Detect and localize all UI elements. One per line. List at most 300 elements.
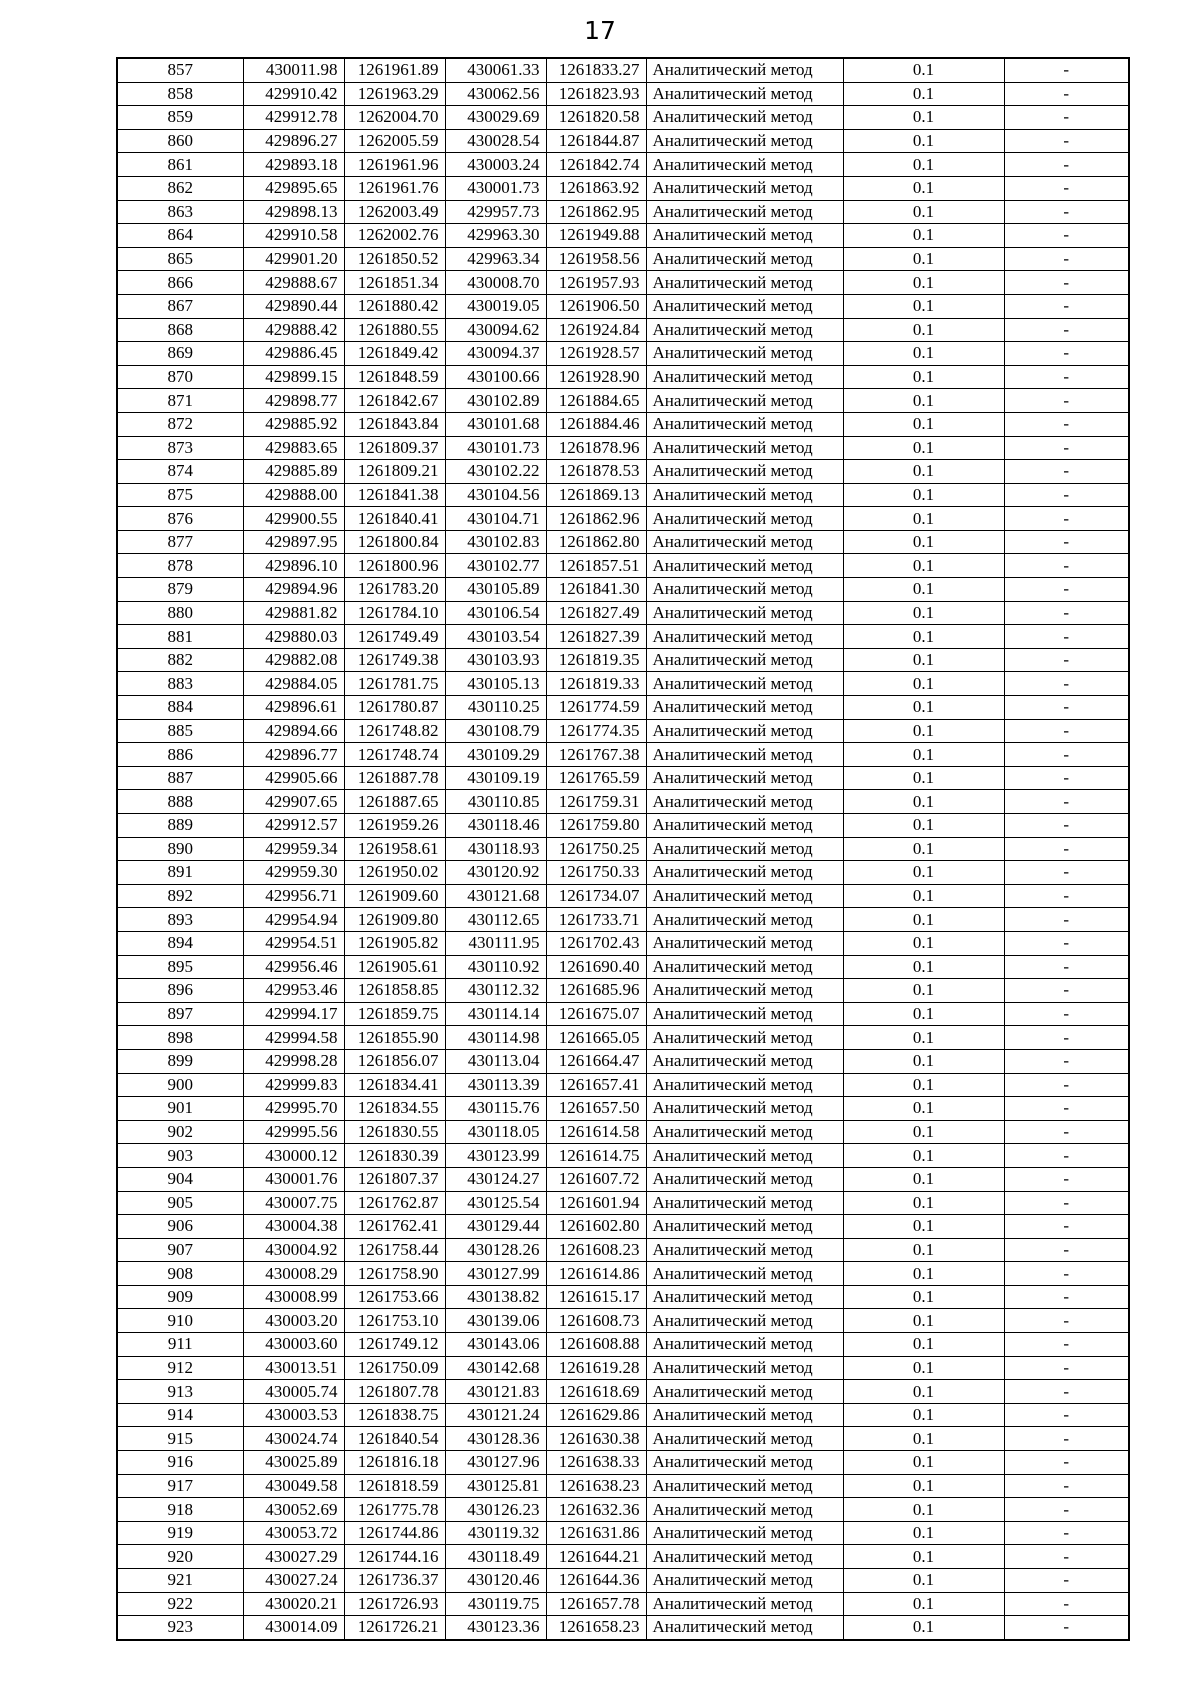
table-row xyxy=(117,1403,1129,1427)
table-row xyxy=(117,1309,1129,1333)
note-cell: - xyxy=(1004,578,1129,602)
accuracy-cell: 0.1 xyxy=(843,1144,1004,1168)
table-row xyxy=(117,648,1129,672)
note-cell: - xyxy=(1004,1049,1129,1073)
method-cell: Аналитический метод xyxy=(646,460,843,484)
y1-cell: 1261887.65 xyxy=(344,790,445,814)
x1-cell: 429888.67 xyxy=(243,271,344,295)
x2-cell: 430128.26 xyxy=(445,1238,546,1262)
y2-cell: 1261750.25 xyxy=(546,837,646,861)
x1-cell: 429880.03 xyxy=(243,625,344,649)
x2-cell: 430111.95 xyxy=(445,931,546,955)
accuracy-cell: 0.1 xyxy=(843,224,1004,248)
x2-cell: 430105.13 xyxy=(445,672,546,696)
note-cell: - xyxy=(1004,1403,1129,1427)
point-number-cell: 861 xyxy=(117,153,243,177)
x2-cell: 430061.33 xyxy=(445,58,546,82)
y1-cell: 1261959.26 xyxy=(344,814,445,838)
method-cell: Аналитический метод xyxy=(646,1356,843,1380)
x2-cell: 430118.46 xyxy=(445,814,546,838)
x1-cell: 429882.08 xyxy=(243,648,344,672)
point-number-cell: 857 xyxy=(117,58,243,82)
method-cell: Аналитический метод xyxy=(646,436,843,460)
x2-cell: 430129.44 xyxy=(445,1215,546,1239)
table-row xyxy=(117,1498,1129,1522)
method-cell: Аналитический метод xyxy=(646,247,843,271)
method-cell: Аналитический метод xyxy=(646,58,843,82)
y1-cell: 1261961.89 xyxy=(344,58,445,82)
x1-cell: 429995.56 xyxy=(243,1120,344,1144)
note-cell: - xyxy=(1004,294,1129,318)
x2-cell: 430113.04 xyxy=(445,1049,546,1073)
accuracy-cell: 0.1 xyxy=(843,412,1004,436)
y2-cell: 1261949.88 xyxy=(546,224,646,248)
accuracy-cell: 0.1 xyxy=(843,1167,1004,1191)
x2-cell: 429963.34 xyxy=(445,247,546,271)
x1-cell: 429907.65 xyxy=(243,790,344,814)
table-row xyxy=(117,1451,1129,1475)
y1-cell: 1262002.76 xyxy=(344,224,445,248)
table-row xyxy=(117,224,1129,248)
accuracy-cell: 0.1 xyxy=(843,601,1004,625)
table-row xyxy=(117,1427,1129,1451)
x2-cell: 430121.83 xyxy=(445,1380,546,1404)
method-cell: Аналитический метод xyxy=(646,554,843,578)
y1-cell: 1261830.39 xyxy=(344,1144,445,1168)
x2-cell: 430104.56 xyxy=(445,483,546,507)
x2-cell: 430112.65 xyxy=(445,908,546,932)
table-row xyxy=(117,1569,1129,1593)
point-number-cell: 914 xyxy=(117,1403,243,1427)
x2-cell: 430123.99 xyxy=(445,1144,546,1168)
page-number: 17 xyxy=(584,16,616,45)
x1-cell: 429881.82 xyxy=(243,601,344,625)
note-cell: - xyxy=(1004,389,1129,413)
method-cell: Аналитический метод xyxy=(646,1215,843,1239)
accuracy-cell: 0.1 xyxy=(843,106,1004,130)
point-number-cell: 892 xyxy=(117,884,243,908)
x1-cell: 429900.55 xyxy=(243,507,344,531)
y2-cell: 1261819.33 xyxy=(546,672,646,696)
x1-cell: 429910.42 xyxy=(243,82,344,106)
method-cell: Аналитический метод xyxy=(646,955,843,979)
x2-cell: 430103.54 xyxy=(445,625,546,649)
x2-cell: 430019.05 xyxy=(445,294,546,318)
y1-cell: 1261961.96 xyxy=(344,153,445,177)
accuracy-cell: 0.1 xyxy=(843,1309,1004,1333)
y1-cell: 1261840.54 xyxy=(344,1427,445,1451)
y2-cell: 1261631.86 xyxy=(546,1521,646,1545)
table-row xyxy=(117,1285,1129,1309)
x1-cell: 429883.65 xyxy=(243,436,344,460)
point-number-cell: 887 xyxy=(117,766,243,790)
x2-cell: 430121.24 xyxy=(445,1403,546,1427)
table-row xyxy=(117,318,1129,342)
point-number-cell: 901 xyxy=(117,1097,243,1121)
accuracy-cell: 0.1 xyxy=(843,1545,1004,1569)
x1-cell: 429912.57 xyxy=(243,814,344,838)
y1-cell: 1261784.10 xyxy=(344,601,445,625)
note-cell: - xyxy=(1004,648,1129,672)
y1-cell: 1261748.82 xyxy=(344,719,445,743)
method-cell: Аналитический метод xyxy=(646,1002,843,1026)
table-row xyxy=(117,1215,1129,1239)
x2-cell: 430101.73 xyxy=(445,436,546,460)
method-cell: Аналитический метод xyxy=(646,1474,843,1498)
x2-cell: 430128.36 xyxy=(445,1427,546,1451)
note-cell: - xyxy=(1004,224,1129,248)
accuracy-cell: 0.1 xyxy=(843,955,1004,979)
method-cell: Аналитический метод xyxy=(646,1262,843,1286)
y2-cell: 1261614.58 xyxy=(546,1120,646,1144)
method-cell: Аналитический метод xyxy=(646,908,843,932)
note-cell: - xyxy=(1004,1333,1129,1357)
note-cell: - xyxy=(1004,1002,1129,1026)
x1-cell: 430004.38 xyxy=(243,1215,344,1239)
y2-cell: 1261841.30 xyxy=(546,578,646,602)
x1-cell: 429896.27 xyxy=(243,129,344,153)
y1-cell: 1261830.55 xyxy=(344,1120,445,1144)
y1-cell: 1261726.93 xyxy=(344,1592,445,1616)
note-cell: - xyxy=(1004,365,1129,389)
y2-cell: 1261765.59 xyxy=(546,766,646,790)
point-number-cell: 904 xyxy=(117,1167,243,1191)
table-row xyxy=(117,1545,1129,1569)
accuracy-cell: 0.1 xyxy=(843,884,1004,908)
table-row xyxy=(117,200,1129,224)
point-number-cell: 886 xyxy=(117,743,243,767)
x2-cell: 430001.73 xyxy=(445,176,546,200)
note-cell: - xyxy=(1004,271,1129,295)
table-row xyxy=(117,1144,1129,1168)
y2-cell: 1261833.27 xyxy=(546,58,646,82)
y2-cell: 1261878.53 xyxy=(546,460,646,484)
table-row xyxy=(117,1262,1129,1286)
x1-cell: 430008.99 xyxy=(243,1285,344,1309)
x1-cell: 430049.58 xyxy=(243,1474,344,1498)
point-number-cell: 870 xyxy=(117,365,243,389)
note-cell: - xyxy=(1004,719,1129,743)
x1-cell: 429994.17 xyxy=(243,1002,344,1026)
table-row xyxy=(117,1616,1129,1640)
point-number-cell: 891 xyxy=(117,861,243,885)
method-cell: Аналитический метод xyxy=(646,1569,843,1593)
point-number-cell: 916 xyxy=(117,1451,243,1475)
x2-cell: 430123.36 xyxy=(445,1616,546,1640)
y1-cell: 1261818.59 xyxy=(344,1474,445,1498)
note-cell: - xyxy=(1004,814,1129,838)
x2-cell: 430121.68 xyxy=(445,884,546,908)
y2-cell: 1261774.59 xyxy=(546,696,646,720)
y2-cell: 1261644.21 xyxy=(546,1545,646,1569)
note-cell: - xyxy=(1004,837,1129,861)
y2-cell: 1261675.07 xyxy=(546,1002,646,1026)
y1-cell: 1261840.41 xyxy=(344,507,445,531)
y2-cell: 1261957.93 xyxy=(546,271,646,295)
accuracy-cell: 0.1 xyxy=(843,1474,1004,1498)
y2-cell: 1261774.35 xyxy=(546,719,646,743)
x2-cell: 430125.81 xyxy=(445,1474,546,1498)
table-row xyxy=(117,861,1129,885)
accuracy-cell: 0.1 xyxy=(843,1616,1004,1640)
y1-cell: 1261841.38 xyxy=(344,483,445,507)
y2-cell: 1261618.69 xyxy=(546,1380,646,1404)
point-number-cell: 890 xyxy=(117,837,243,861)
x1-cell: 429896.10 xyxy=(243,554,344,578)
y2-cell: 1261842.74 xyxy=(546,153,646,177)
y1-cell: 1261749.49 xyxy=(344,625,445,649)
x1-cell: 430052.69 xyxy=(243,1498,344,1522)
accuracy-cell: 0.1 xyxy=(843,861,1004,885)
y2-cell: 1261750.33 xyxy=(546,861,646,885)
y2-cell: 1261601.94 xyxy=(546,1191,646,1215)
x2-cell: 430126.23 xyxy=(445,1498,546,1522)
y2-cell: 1261614.86 xyxy=(546,1262,646,1286)
x1-cell: 429959.34 xyxy=(243,837,344,861)
x2-cell: 430142.68 xyxy=(445,1356,546,1380)
accuracy-cell: 0.1 xyxy=(843,1521,1004,1545)
x1-cell: 429994.58 xyxy=(243,1026,344,1050)
x1-cell: 430053.72 xyxy=(243,1521,344,1545)
x2-cell: 430138.82 xyxy=(445,1285,546,1309)
table-row xyxy=(117,625,1129,649)
x2-cell: 430029.69 xyxy=(445,106,546,130)
y2-cell: 1261608.88 xyxy=(546,1333,646,1357)
x2-cell: 430102.83 xyxy=(445,530,546,554)
y1-cell: 1261800.84 xyxy=(344,530,445,554)
x2-cell: 430112.32 xyxy=(445,979,546,1003)
note-cell: - xyxy=(1004,554,1129,578)
point-number-cell: 858 xyxy=(117,82,243,106)
table-row xyxy=(117,814,1129,838)
note-cell: - xyxy=(1004,106,1129,130)
note-cell: - xyxy=(1004,1144,1129,1168)
table-row xyxy=(117,884,1129,908)
y2-cell: 1261619.28 xyxy=(546,1356,646,1380)
note-cell: - xyxy=(1004,1451,1129,1475)
point-number-cell: 860 xyxy=(117,129,243,153)
y2-cell: 1261664.47 xyxy=(546,1049,646,1073)
point-number-cell: 879 xyxy=(117,578,243,602)
method-cell: Аналитический метод xyxy=(646,743,843,767)
accuracy-cell: 0.1 xyxy=(843,1380,1004,1404)
point-number-cell: 913 xyxy=(117,1380,243,1404)
accuracy-cell: 0.1 xyxy=(843,1049,1004,1073)
y2-cell: 1261819.35 xyxy=(546,648,646,672)
y1-cell: 1261887.78 xyxy=(344,766,445,790)
note-cell: - xyxy=(1004,318,1129,342)
y2-cell: 1261878.96 xyxy=(546,436,646,460)
y1-cell: 1261762.41 xyxy=(344,1215,445,1239)
note-cell: - xyxy=(1004,979,1129,1003)
method-cell: Аналитический метод xyxy=(646,1403,843,1427)
table-row xyxy=(117,672,1129,696)
y1-cell: 1261775.78 xyxy=(344,1498,445,1522)
y2-cell: 1261857.51 xyxy=(546,554,646,578)
method-cell: Аналитический метод xyxy=(646,979,843,1003)
table-row xyxy=(117,247,1129,271)
table-row xyxy=(117,837,1129,861)
x2-cell: 430109.29 xyxy=(445,743,546,767)
table-row xyxy=(117,1049,1129,1073)
x1-cell: 429893.18 xyxy=(243,153,344,177)
accuracy-cell: 0.1 xyxy=(843,696,1004,720)
y1-cell: 1261758.44 xyxy=(344,1238,445,1262)
y1-cell: 1261749.12 xyxy=(344,1333,445,1357)
x1-cell: 429959.30 xyxy=(243,861,344,885)
y2-cell: 1261862.95 xyxy=(546,200,646,224)
x1-cell: 430000.12 xyxy=(243,1144,344,1168)
x2-cell: 430127.99 xyxy=(445,1262,546,1286)
x2-cell: 430118.49 xyxy=(445,1545,546,1569)
note-cell: - xyxy=(1004,1498,1129,1522)
y2-cell: 1261759.80 xyxy=(546,814,646,838)
method-cell: Аналитический метод xyxy=(646,200,843,224)
x2-cell: 429963.30 xyxy=(445,224,546,248)
accuracy-cell: 0.1 xyxy=(843,1569,1004,1593)
method-cell: Аналитический метод xyxy=(646,1238,843,1262)
method-cell: Аналитический метод xyxy=(646,507,843,531)
y2-cell: 1261665.05 xyxy=(546,1026,646,1050)
y1-cell: 1261880.55 xyxy=(344,318,445,342)
x2-cell: 430094.62 xyxy=(445,318,546,342)
x2-cell: 430120.92 xyxy=(445,861,546,885)
table-row xyxy=(117,412,1129,436)
x2-cell: 430124.27 xyxy=(445,1167,546,1191)
note-cell: - xyxy=(1004,58,1129,82)
point-number-cell: 882 xyxy=(117,648,243,672)
x2-cell: 430102.89 xyxy=(445,389,546,413)
point-number-cell: 876 xyxy=(117,507,243,531)
x2-cell: 430062.56 xyxy=(445,82,546,106)
y1-cell: 1261748.74 xyxy=(344,743,445,767)
accuracy-cell: 0.1 xyxy=(843,837,1004,861)
x1-cell: 429894.96 xyxy=(243,578,344,602)
accuracy-cell: 0.1 xyxy=(843,507,1004,531)
method-cell: Аналитический метод xyxy=(646,1285,843,1309)
accuracy-cell: 0.1 xyxy=(843,176,1004,200)
y1-cell: 1261800.96 xyxy=(344,554,445,578)
accuracy-cell: 0.1 xyxy=(843,625,1004,649)
y2-cell: 1261615.17 xyxy=(546,1285,646,1309)
x2-cell: 430103.93 xyxy=(445,648,546,672)
x1-cell: 429956.46 xyxy=(243,955,344,979)
method-cell: Аналитический метод xyxy=(646,696,843,720)
x1-cell: 430003.20 xyxy=(243,1309,344,1333)
point-number-cell: 922 xyxy=(117,1592,243,1616)
table-row xyxy=(117,1238,1129,1262)
note-cell: - xyxy=(1004,884,1129,908)
y1-cell: 1262004.70 xyxy=(344,106,445,130)
note-cell: - xyxy=(1004,861,1129,885)
x1-cell: 429905.66 xyxy=(243,766,344,790)
y2-cell: 1261630.38 xyxy=(546,1427,646,1451)
note-cell: - xyxy=(1004,672,1129,696)
accuracy-cell: 0.1 xyxy=(843,1073,1004,1097)
y2-cell: 1261734.07 xyxy=(546,884,646,908)
note-cell: - xyxy=(1004,1521,1129,1545)
y1-cell: 1262003.49 xyxy=(344,200,445,224)
point-number-cell: 906 xyxy=(117,1215,243,1239)
x2-cell: 430113.39 xyxy=(445,1073,546,1097)
table-row xyxy=(117,1120,1129,1144)
y2-cell: 1261906.50 xyxy=(546,294,646,318)
table-row xyxy=(117,1474,1129,1498)
table-row xyxy=(117,719,1129,743)
method-cell: Аналитический метод xyxy=(646,766,843,790)
point-number-cell: 905 xyxy=(117,1191,243,1215)
note-cell: - xyxy=(1004,176,1129,200)
point-number-cell: 911 xyxy=(117,1333,243,1357)
accuracy-cell: 0.1 xyxy=(843,483,1004,507)
x2-cell: 430119.75 xyxy=(445,1592,546,1616)
point-number-cell: 885 xyxy=(117,719,243,743)
point-number-cell: 863 xyxy=(117,200,243,224)
y1-cell: 1261762.87 xyxy=(344,1191,445,1215)
accuracy-cell: 0.1 xyxy=(843,648,1004,672)
method-cell: Аналитический метод xyxy=(646,672,843,696)
note-cell: - xyxy=(1004,1285,1129,1309)
point-number-cell: 881 xyxy=(117,625,243,649)
x1-cell: 430003.60 xyxy=(243,1333,344,1357)
point-number-cell: 910 xyxy=(117,1309,243,1333)
accuracy-cell: 0.1 xyxy=(843,247,1004,271)
x2-cell: 430102.22 xyxy=(445,460,546,484)
y2-cell: 1261608.73 xyxy=(546,1309,646,1333)
y2-cell: 1261869.13 xyxy=(546,483,646,507)
note-cell: - xyxy=(1004,1191,1129,1215)
method-cell: Аналитический метод xyxy=(646,318,843,342)
method-cell: Аналитический метод xyxy=(646,790,843,814)
y1-cell: 1261961.76 xyxy=(344,176,445,200)
y1-cell: 1261848.59 xyxy=(344,365,445,389)
y2-cell: 1261924.84 xyxy=(546,318,646,342)
note-cell: - xyxy=(1004,1474,1129,1498)
y2-cell: 1261844.87 xyxy=(546,129,646,153)
method-cell: Аналитический метод xyxy=(646,1451,843,1475)
y1-cell: 1261750.09 xyxy=(344,1356,445,1380)
x1-cell: 430007.75 xyxy=(243,1191,344,1215)
y1-cell: 1261855.90 xyxy=(344,1026,445,1050)
accuracy-cell: 0.1 xyxy=(843,153,1004,177)
x1-cell: 429954.51 xyxy=(243,931,344,955)
y1-cell: 1261880.42 xyxy=(344,294,445,318)
note-cell: - xyxy=(1004,200,1129,224)
x1-cell: 430027.29 xyxy=(243,1545,344,1569)
point-number-cell: 896 xyxy=(117,979,243,1003)
y1-cell: 1261753.66 xyxy=(344,1285,445,1309)
y2-cell: 1261608.23 xyxy=(546,1238,646,1262)
point-number-cell: 888 xyxy=(117,790,243,814)
note-cell: - xyxy=(1004,955,1129,979)
point-number-cell: 875 xyxy=(117,483,243,507)
method-cell: Аналитический метод xyxy=(646,719,843,743)
accuracy-cell: 0.1 xyxy=(843,931,1004,955)
method-cell: Аналитический метод xyxy=(646,1498,843,1522)
point-number-cell: 895 xyxy=(117,955,243,979)
note-cell: - xyxy=(1004,1380,1129,1404)
x1-cell: 430003.53 xyxy=(243,1403,344,1427)
accuracy-cell: 0.1 xyxy=(843,790,1004,814)
table-row xyxy=(117,1026,1129,1050)
x1-cell: 429896.77 xyxy=(243,743,344,767)
method-cell: Аналитический метод xyxy=(646,648,843,672)
y1-cell: 1261856.07 xyxy=(344,1049,445,1073)
method-cell: Аналитический метод xyxy=(646,1380,843,1404)
y1-cell: 1261783.20 xyxy=(344,578,445,602)
table-row xyxy=(117,1073,1129,1097)
note-cell: - xyxy=(1004,1120,1129,1144)
